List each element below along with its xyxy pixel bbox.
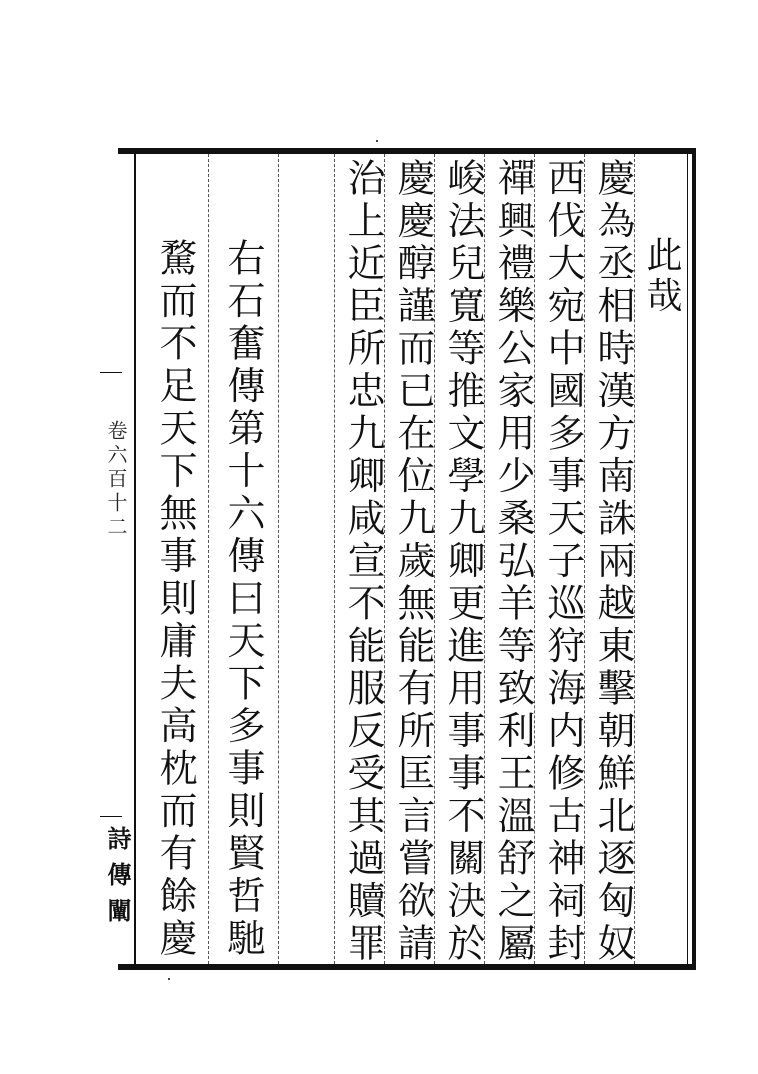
margin-rule — [100, 816, 122, 817]
text-column: 慶慶醇謹而已在位九歲無能有所匡言嘗欲請 — [391, 158, 435, 966]
paper-speck — [168, 978, 170, 980]
text-column: 禪興禮樂公家用少桑弘羊等致利王溫舒之屬 — [491, 158, 535, 966]
margin-rule — [100, 372, 122, 373]
text-column: 右石奮傳第十六傳曰天下多事則賢哲馳 — [221, 238, 265, 961]
column-rule — [278, 154, 279, 964]
text-column: 峻法兒寬等推文學九卿更進用事事不關決於 — [441, 158, 485, 966]
column-rule — [334, 154, 335, 964]
text-column: 西伐大宛中國多事天子巡狩海内修古神祠封 — [541, 158, 585, 966]
text-column: 此哉 — [641, 236, 682, 317]
text-column: 慶為丞相時漢方南誅兩越東擊朝鮮北逐匈奴 — [591, 158, 635, 966]
frame-inner-rule — [687, 154, 688, 964]
margin-book-title: 詩傳闡 — [103, 826, 132, 934]
text-column: 騖而不足天下無事則庸夫高枕而有餘慶 — [153, 238, 197, 961]
margin-volume-label: 卷六百十二 — [104, 420, 128, 540]
paper-speck — [376, 140, 378, 142]
text-column: 治上近臣所忠九卿咸宣不能服反受其過贖罪 — [341, 158, 385, 966]
column-rule — [208, 154, 209, 964]
